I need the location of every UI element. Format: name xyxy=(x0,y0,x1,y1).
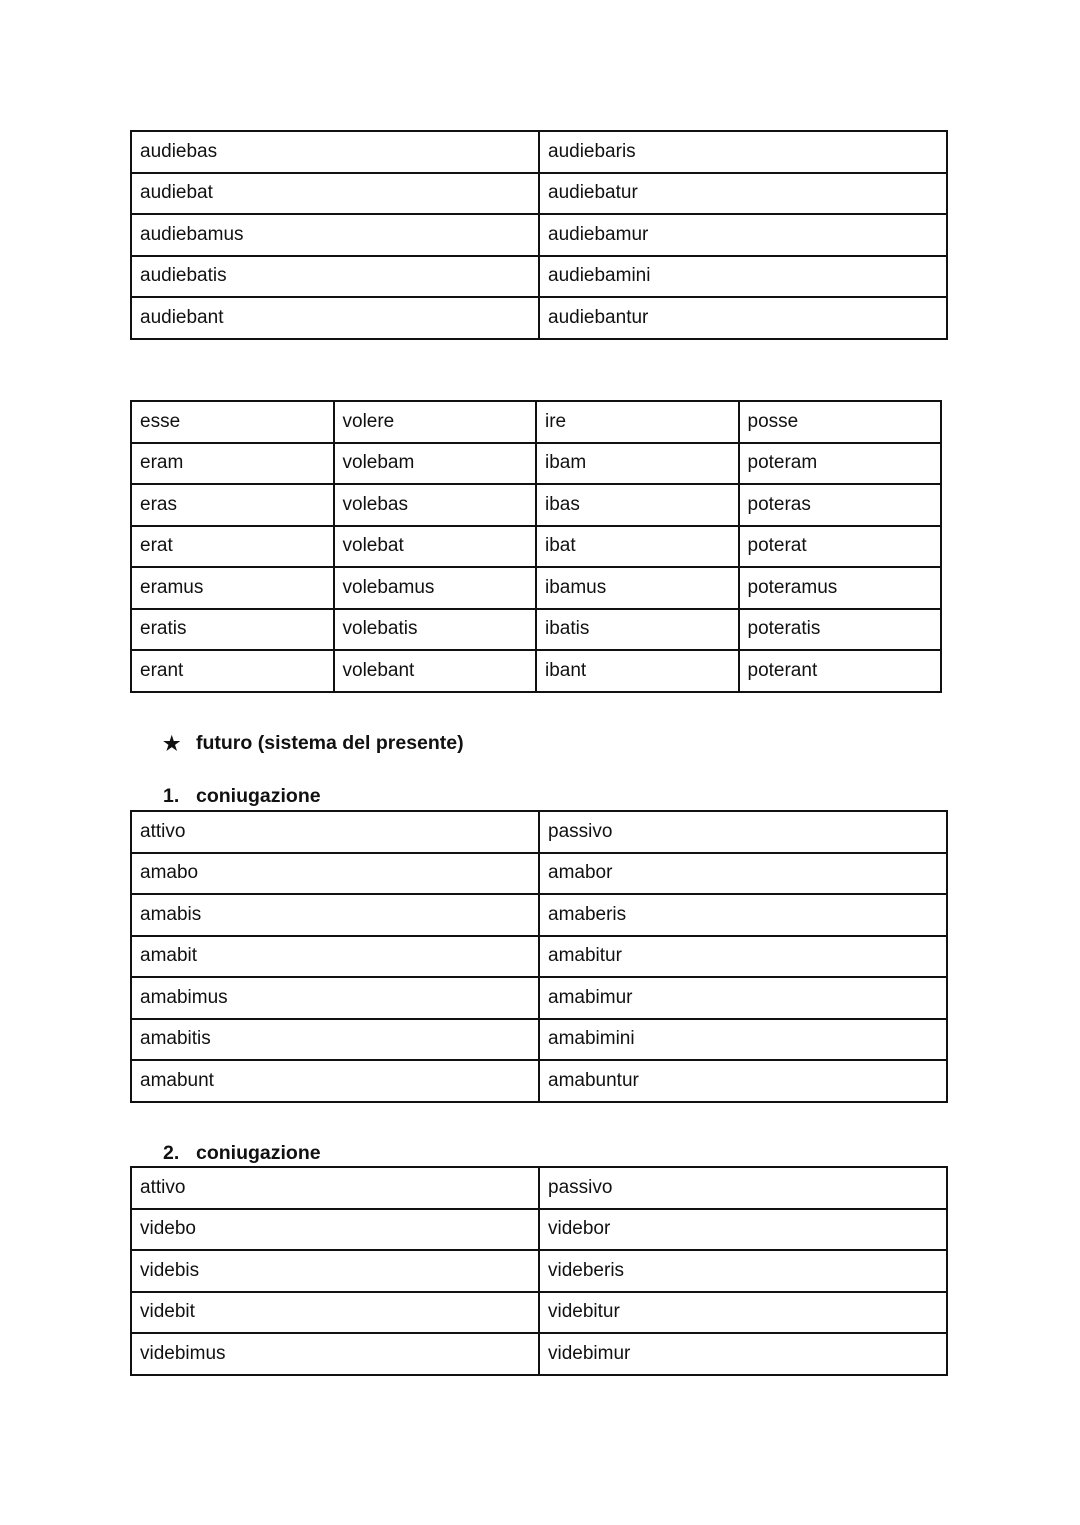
table-cell: erat xyxy=(131,526,334,568)
table-row xyxy=(131,1250,947,1292)
table-row xyxy=(131,567,941,609)
table-cell: videbis xyxy=(131,1250,539,1292)
table-cell: videbimur xyxy=(539,1333,947,1375)
table-cell: audiebamini xyxy=(539,256,947,298)
table-cell: amaberis xyxy=(539,894,947,936)
table-cell: amabuntur xyxy=(539,1060,947,1102)
table-cell: videbor xyxy=(539,1209,947,1251)
table-cell: audiebant xyxy=(131,297,539,339)
table-cell: audiebat xyxy=(131,173,539,215)
table-cell: volebamus xyxy=(334,567,537,609)
list-number-2: 2. xyxy=(163,1142,180,1164)
table-cell: amabitur xyxy=(539,936,947,978)
table-cell: audiebamus xyxy=(131,214,539,256)
table-cell: amabis xyxy=(131,894,539,936)
table-row xyxy=(131,1209,947,1251)
table-cell: volebas xyxy=(334,484,537,526)
table-cell: amabimini xyxy=(539,1019,947,1061)
table-cell: volere xyxy=(334,401,537,443)
table-imperfetto-irregolari xyxy=(130,400,942,693)
table-cell: ibat xyxy=(536,526,739,568)
table-row xyxy=(131,1060,947,1102)
table-cell: videbimus xyxy=(131,1333,539,1375)
table-cell: volebatis xyxy=(334,609,537,651)
table-cell: erant xyxy=(131,650,334,692)
table-cell: audiebas xyxy=(131,131,539,173)
table-cell: videbo xyxy=(131,1209,539,1251)
subheading-coniugazione-2: coniugazione xyxy=(196,1142,321,1164)
table-cell: amabunt xyxy=(131,1060,539,1102)
table-row xyxy=(131,1292,947,1334)
table-cell: attivo xyxy=(131,811,539,853)
table-row xyxy=(131,609,941,651)
table-row xyxy=(131,1019,947,1061)
table-cell: amabo xyxy=(131,853,539,895)
table-row xyxy=(131,853,947,895)
table-row xyxy=(131,977,947,1019)
table-cell: passivo xyxy=(539,811,947,853)
table-cell: videberis xyxy=(539,1250,947,1292)
table-cell: amabimur xyxy=(539,977,947,1019)
table-row xyxy=(131,484,941,526)
table-row xyxy=(131,214,947,256)
table-row xyxy=(131,297,947,339)
table-cell: ibam xyxy=(536,443,739,485)
table-cell: amabor xyxy=(539,853,947,895)
table-cell: eras xyxy=(131,484,334,526)
table-cell: amabitis xyxy=(131,1019,539,1061)
table-futuro-prima-coniugazione xyxy=(130,810,948,1103)
table-cell: posse xyxy=(739,401,942,443)
table-cell: attivo xyxy=(131,1167,539,1209)
table-cell: poteras xyxy=(739,484,942,526)
subheading-coniugazione-1: coniugazione xyxy=(196,785,321,807)
table-row xyxy=(131,894,947,936)
table-row xyxy=(131,443,941,485)
table-cell: audiebamur xyxy=(539,214,947,256)
table-row xyxy=(131,1167,947,1209)
table-cell: amabimus xyxy=(131,977,539,1019)
table-cell: videbitur xyxy=(539,1292,947,1334)
table-cell: volebam xyxy=(334,443,537,485)
table-row xyxy=(131,131,947,173)
table-cell: ibant xyxy=(536,650,739,692)
table-cell: eram xyxy=(131,443,334,485)
table-cell: ire xyxy=(536,401,739,443)
table-cell: poteramus xyxy=(739,567,942,609)
table-row xyxy=(131,526,941,568)
table-cell: poterant xyxy=(739,650,942,692)
table-row xyxy=(131,401,941,443)
table-row xyxy=(131,936,947,978)
table-row xyxy=(131,811,947,853)
table-futuro-seconda-coniugazione xyxy=(130,1166,948,1376)
table-imperfetto-audire xyxy=(130,130,948,340)
table-cell: audiebatur xyxy=(539,173,947,215)
table-cell: eratis xyxy=(131,609,334,651)
table-cell: audiebatis xyxy=(131,256,539,298)
table-cell: ibamus xyxy=(536,567,739,609)
table-cell: amabit xyxy=(131,936,539,978)
table-cell: ibas xyxy=(536,484,739,526)
table-cell: esse xyxy=(131,401,334,443)
table-cell: audiebantur xyxy=(539,297,947,339)
table-cell: passivo xyxy=(539,1167,947,1209)
table-row xyxy=(131,173,947,215)
table-cell: volebant xyxy=(334,650,537,692)
list-number-1: 1. xyxy=(163,785,180,807)
table-cell: ibatis xyxy=(536,609,739,651)
table-cell: videbit xyxy=(131,1292,539,1334)
table-cell: audiebaris xyxy=(539,131,947,173)
table-cell: poteram xyxy=(739,443,942,485)
table-cell: eramus xyxy=(131,567,334,609)
table-cell: volebat xyxy=(334,526,537,568)
table-row xyxy=(131,650,941,692)
star-bullet-icon: ★ xyxy=(163,733,181,755)
table-row xyxy=(131,1333,947,1375)
table-row xyxy=(131,256,947,298)
section-heading-futuro: futuro (sistema del presente) xyxy=(196,732,464,754)
table-cell: poteratis xyxy=(739,609,942,651)
table-cell: poterat xyxy=(739,526,942,568)
